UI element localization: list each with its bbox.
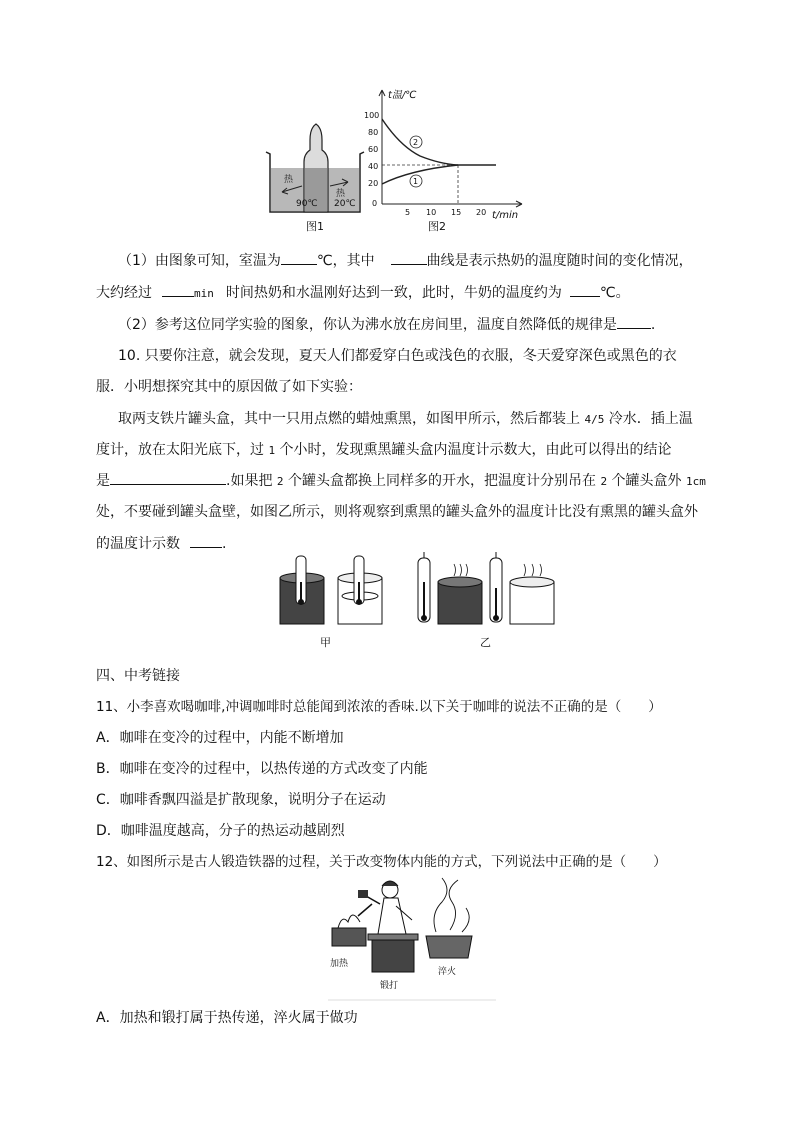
time-blank[interactable] [162,282,194,297]
fig2-y-tick-20: 20 [368,179,379,188]
fig2-y-tick-40: 40 [368,162,379,171]
q10-line4: 度计，放在太阳光底下，过 1 个小时，发现熏黑罐头盒内温度计示数大，由此可以得出的结论 [96,442,672,458]
q10-line5: 是 .如果把 2 个罐头盒都换上同样多的开水，把温度计分别吊在 2 个罐头盒外 1cm [96,470,706,492]
conclusion-blank[interactable] [110,470,226,485]
q10-line3: 取两支铁片罐头盒，其中一只用点燃的蜡烛熏黑，如图甲所示，然后都装上 4/5 冷水．插上温 [118,411,693,427]
fig2-y-axis-label: t温/℃ [388,90,417,101]
q11-option-c[interactable]: C．咖啡香飘四溢是扩散现象，说明分子在运动 [96,792,386,808]
q9-part1-line: （1）由图象可知，室温为 ℃，其中 曲线是表示热奶的温度随时间的变化情况， [118,250,693,271]
label-heating: 加热 [330,959,349,969]
figure-2-graph [360,84,532,222]
figure-1-beaker [262,116,370,232]
section-4-title: 四、中考链接 [96,668,180,684]
fig-label-jia: 甲 [320,636,331,649]
fig2-y-tick-0: 0 [372,199,378,208]
can-blackened-jia [280,556,324,624]
fig1-water-temp: 20℃ [334,199,356,209]
q9-part1-line2: 大约经过 min 时间热奶和水温刚好达到一致，此时，牛奶的温度约为 ℃。 [96,282,630,304]
q10-line7: 的温度计示数 . [96,533,226,554]
can-plain-jia [338,556,382,624]
q9-part2-line: （2）参考这位同学实验的图象，你认为沸水放在房间里，温度自然降低的规律是 . [118,314,655,335]
label-quenching: 淬火 [438,967,457,977]
label-forging: 锻打 [380,981,399,991]
milk-temp-blank[interactable] [570,282,600,297]
q11-stem: 11、小李喜欢喝咖啡,冲调咖啡时总能闻到浓浓的香味.以下关于咖啡的说法不正确的是（ ） [96,699,662,715]
can-blackened-yi [438,564,482,624]
q10-line2: 服．小明想探究其中的原因做了如下实验： [96,379,362,395]
thermometer-left-yi [418,552,430,622]
anvil-block [368,934,418,972]
fig1-heat-right: 热 [336,189,346,199]
fig2-x-tick-10: 10 [426,208,437,217]
fig2-x-tick-5: 5 [405,208,411,217]
q11-option-a[interactable]: A．咖啡在变冷的过程中，内能不断增加 [96,730,344,746]
fig2-x-axis-label: t/min [492,210,519,221]
room-temp-blank[interactable] [281,250,317,265]
q10-line6: 处，不要碰到罐头盒壁，如图乙所示，则将观察到熏黑的罐头盒外的温度计比没有熏黑的罐头盒外 [96,504,698,520]
figure-cans [272,552,568,652]
fig2-y-tick-60: 60 [368,145,379,154]
fig2-curve2-label: 2 [413,138,419,147]
figure-1-label: 图1 [306,220,324,233]
fig2-x-tick-20: 20 [476,208,487,217]
fig-label-yi: 乙 [480,636,491,649]
quench-basin [426,878,472,958]
figure-2-label: 图2 [428,220,446,233]
thermometer-right-yi [490,552,502,622]
heating-basket [332,904,372,946]
q11-option-b[interactable]: B．咖啡在变冷的过程中，以热传递的方式改变了内能 [96,761,428,777]
q12-stem: 12、如图所示是古人锻造铁器的过程，关于改变物体内能的方式，下列说法中正确的是（ ） [96,854,667,870]
fig2-x-tick-15: 15 [451,208,462,217]
fig1-heat-left: 热 [284,175,294,185]
q12-option-a[interactable]: A．加热和锻打属于热传递，淬火属于做功 [96,1010,358,1026]
fig2-y-tick-80: 80 [368,128,379,137]
hot-milk-curve-blank[interactable] [391,250,427,265]
cooling-rule-blank[interactable] [617,314,651,329]
thermometer-reading-blank[interactable] [190,533,222,548]
fig2-curve1-label: 1 [413,177,419,186]
blacksmith-figure [358,881,412,934]
forging-illustration [328,876,496,1002]
fig2-y-tick-100: 100 [364,111,380,120]
fig1-milk-temp: 90℃ [296,199,318,209]
q10-line1: 10. 只要你注意，就会发现，夏天人们都爱穿白色或浅色的衣服，冬天爱穿深色或黑色的衣 [118,348,677,364]
can-plain-yi [510,564,554,624]
q11-option-d[interactable]: D．咖啡温度越高，分子的热运动越剧烈 [96,823,345,839]
